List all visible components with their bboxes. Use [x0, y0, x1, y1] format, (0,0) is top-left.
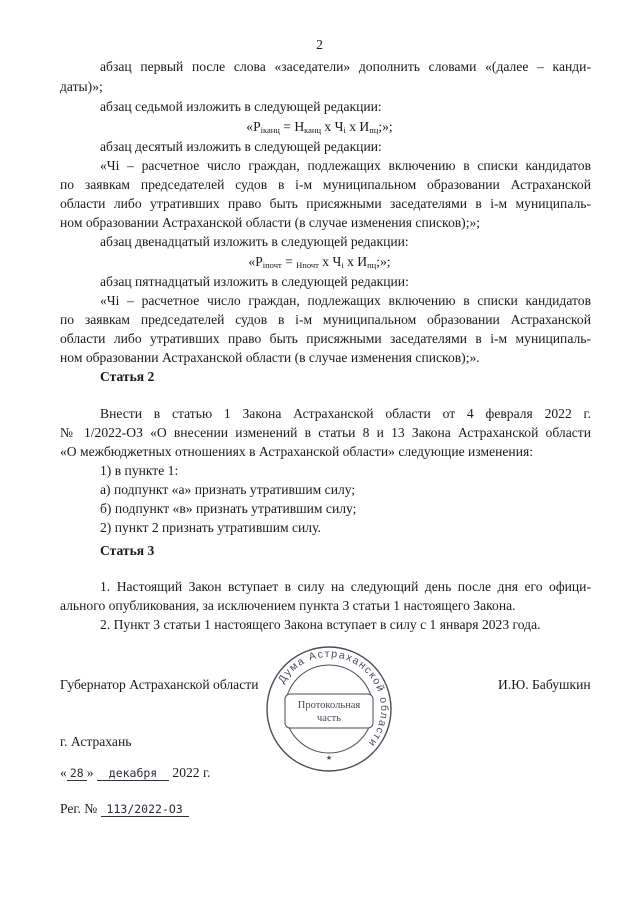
- article-2-line: б) подпункт «в» признать утратившим силу;: [100, 501, 357, 516]
- article-3-line: 1. Настоящий Закон вступает в силу на следующий день после дня его офици-: [100, 579, 591, 594]
- place: г. Астрахань: [60, 734, 132, 749]
- stamp-outer-text: Дума Астраханской области: [275, 647, 391, 750]
- paragraph-line: по заявкам председателей судов в i-м муниципальном образовании Астраханской: [60, 177, 591, 192]
- article-2-line: 1) в пункте 1:: [100, 463, 179, 478]
- article-3-line: 2. Пункт 3 статьи 1 настоящего Закона вступает в силу с 1 января 2023 года.: [100, 617, 541, 632]
- page-number: 2: [316, 37, 323, 52]
- article-2-line: № 1/2022-ОЗ «О внесении изменений в статьи 8 и 13 Закона Астраханской области: [60, 425, 591, 440]
- star-icon: ★: [325, 754, 333, 762]
- signing-date: « 28 » декабря 2022 г.: [60, 765, 211, 780]
- paragraph-line: по заявкам председателей судов в i-м муниципальном образовании Астраханской: [60, 312, 591, 327]
- paragraph-line: «Чi – расчетное число граждан, подлежащих включению в списки кандидатов: [100, 293, 591, 308]
- date-day: 28: [67, 766, 87, 781]
- paragraph-line: ном образовании Астраханской области (в случае изменения списков);»;: [60, 215, 481, 230]
- article-2-heading: Статья 2: [100, 369, 155, 384]
- paragraph-line: области либо утративших право быть присяжными заседателями в i-м муниципаль-: [60, 331, 591, 346]
- article-2-line: «О межбюджетных отношениях в Астраханской области» следующие изменения:: [60, 444, 534, 459]
- article-2-line: Внести в статью 1 Закона Астраханской области от 4 февраля 2022 г.: [100, 406, 591, 421]
- paragraph-line: даты)»;: [60, 79, 103, 94]
- registration: Рег. № 113/2022-ОЗ: [60, 800, 189, 817]
- formula-p-pocht: «$Р_{iпочт} = _{Нпочт}$ х $Ч_i$ х $И_{пц}$;»;: [248, 254, 391, 270]
- article-2-line: а) подпункт «а» признать утратившим силу;: [100, 482, 356, 497]
- formula-p-kants: «$Р_{iканц} = Н_{канц}$ х $Ч_i$ х $И_{пц}$;»;: [246, 119, 393, 135]
- paragraph-line: абзац двенадцатый изложить в следующей редакции:: [100, 234, 409, 249]
- paragraph-line: абзац десятый изложить в следующей редакции:: [100, 139, 382, 154]
- article-3-line: ального опубликования, за исключением пункта 3 статьи 1 настоящего Закона.: [60, 598, 516, 613]
- paragraph-line: ном образовании Астраханской области (в случае изменения списков);».: [60, 350, 480, 365]
- date-year: 2022 г.: [172, 765, 211, 780]
- signature-name: И.Ю. Бабушкин: [498, 677, 591, 692]
- article-2-line: 2) пункт 2 признать утратившим силу.: [100, 520, 321, 535]
- date-month: декабря: [97, 766, 169, 781]
- paragraph-line: «Чi – расчетное число граждан, подлежащих включению в списки кандидатов: [100, 158, 591, 173]
- signature-title: Губернатор Астраханской области: [60, 677, 259, 692]
- paragraph-line: абзац первый после слова «заседатели» дополнить словами «(далее – канди-: [100, 59, 591, 74]
- paragraph-line: абзац пятнадцатый изложить в следующей редакции:: [100, 274, 409, 289]
- protocol-stamp-icon: [264, 644, 394, 774]
- registration-number: 113/2022-ОЗ: [101, 802, 189, 817]
- paragraph-line: области либо утративших право быть присяжными заседателями в i-м муниципаль-: [60, 196, 591, 211]
- stamp-inner-line-2: часть: [317, 713, 341, 724]
- article-3-heading: Статья 3: [100, 543, 155, 558]
- paragraph-line: абзац седьмой изложить в следующей редакции:: [100, 99, 382, 114]
- stamp-inner-line-1: Протокольная: [297, 700, 361, 711]
